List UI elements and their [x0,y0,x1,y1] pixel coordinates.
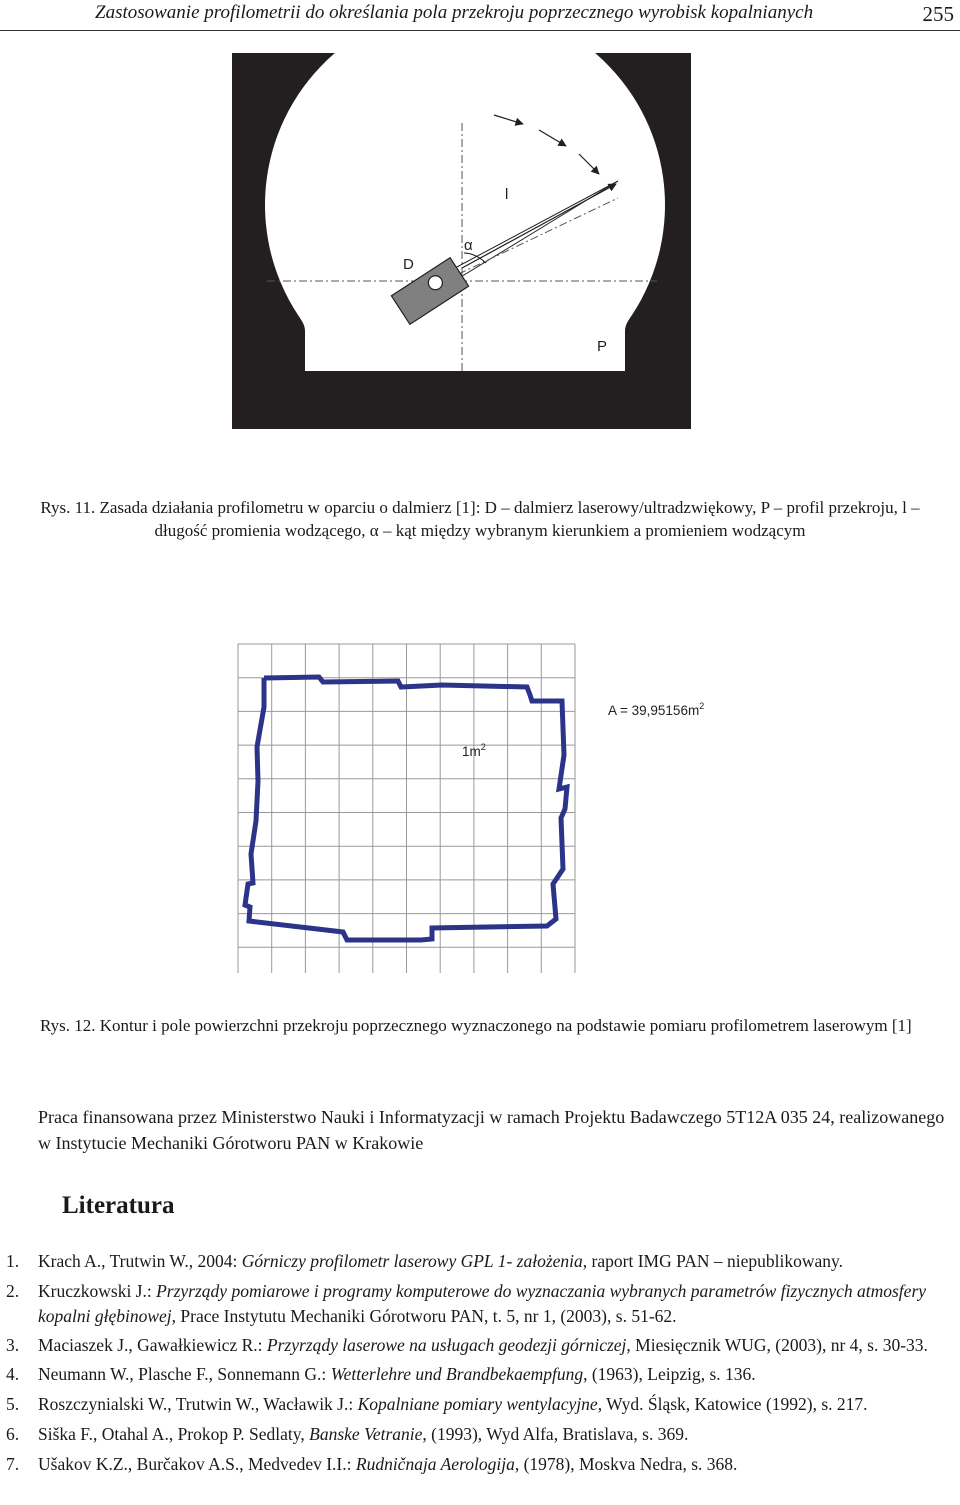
reference-details: , (1993), Wyd Alfa, Bratislava, s. 369. [422,1424,689,1444]
reference-title: Wetterlehre und Brandbekaempfung [330,1364,584,1384]
reference-details: , (1978), Moskva Nedra, s. 368. [514,1454,738,1474]
figure-12-contour-diagram [237,643,737,973]
reference-authors: Siška F., Otahal A., Prokop P. Sedlaty, [38,1424,310,1444]
reference-number: 1. [6,1251,20,1271]
reference-details: , raport IMG PAN – niepublikowany. [582,1251,844,1271]
reference-title: Górniczy profilometr laserowy GPL 1- założenia [241,1251,583,1271]
reference-number: 3. [6,1335,20,1355]
reference-authors: Maciaszek J., Gawałkiewicz R.: [38,1335,267,1355]
area-label: $A = 39,95156m^2$ [608,701,705,718]
literature-heading: Literatura [62,1192,175,1219]
cross-section-profile [265,53,665,371]
reference-list [6,1249,958,1482]
reference-details: , Miesięcznik WUG, (2003), nr 4, s. 30-33. [626,1335,928,1355]
reference-number: 7. [6,1454,20,1474]
reference-number: 2. [6,1281,20,1301]
reference-item [6,1333,958,1358]
reference-item [6,1392,958,1417]
reference-details: , (1963), Leipzig, s. 136. [583,1364,756,1384]
reference-authors: Krach A., Trutwin W., 2004: [38,1251,242,1271]
reference-title: Rudničnaja Aerologija [355,1454,515,1474]
reference-number: 5. [6,1394,20,1414]
label-D: D [403,256,414,273]
reference-title: Banske Vetranie [309,1424,423,1444]
running-head [0,0,960,31]
label-alpha: α [464,237,473,254]
label-P: P [597,338,608,355]
reference-details: , Wyd. Śląsk, Katowice (1992), s. 217. [597,1394,868,1414]
reference-item [6,1422,958,1447]
reference-authors: Neumann W., Plasche F., Sonnemann G.: [38,1364,331,1384]
reference-number: 6. [6,1424,20,1444]
reference-item [6,1362,958,1387]
figure-11-profilometer-diagram [232,53,691,429]
reference-title: Przyrządy laserowe na usługach geodezji górniczej [266,1335,627,1355]
reference-details: , Prace Instytutu Mechaniki Górotworu PAN, t. 5, nr 1, (2003), s. 51-62. [171,1306,677,1326]
label-l: l [505,186,509,203]
page-number: 255 [922,2,954,26]
reference-item [6,1279,958,1329]
grid-cell-label: $1m^2$ [462,742,486,759]
figure-11-caption: Rys. 11. Zasada działania profilometru w oparciu o dalmierz [1]: D – dalmierz laserowy/ultradzwiękowy, P – profil przekroju, l – długość promienia wodzącego, α – kąt między wybranym kierunkiem a promieniem wodzącym [40,498,920,540]
reference-authors: Ušakov K.Z., Burčakov A.S., Medvedev I.I.: [38,1454,356,1474]
reference-item [6,1249,958,1274]
reference-number: 4. [6,1364,20,1384]
reference-authors: Kruczkowski J.: [38,1281,157,1301]
reference-title: Kopalniane pomiary wentylacyjne [357,1394,598,1414]
reference-authors: Roszczynialski W., Trutwin W., Wacławik J.: [38,1394,358,1414]
figure-12-caption: Rys. 12. Kontur i pole powierzchni przekroju poprzecznego wyznaczonego na podstawie pomiaru profilometrem laserowym [1] [40,1016,912,1035]
funding-note: Praca finansowana przez Ministerstwo Nauki i Informatyzacji w ramach Projektu Badawczego 5T12A 035 24, realizowanego w Instytucie Mechaniki Górotworu PAN w Krakowie [38,1107,945,1153]
reference-title: Przyrządy pomiarowe i programy komputerowe do wyznaczania wybranych parametrów fizycznych atmosfery kopalni głębinowej [38,1281,927,1326]
reference-item [6,1452,958,1477]
running-title: Zastosowanie profilometrii do określania pola przekroju poprzecznego wyrobisk kopalnianych [95,2,814,23]
